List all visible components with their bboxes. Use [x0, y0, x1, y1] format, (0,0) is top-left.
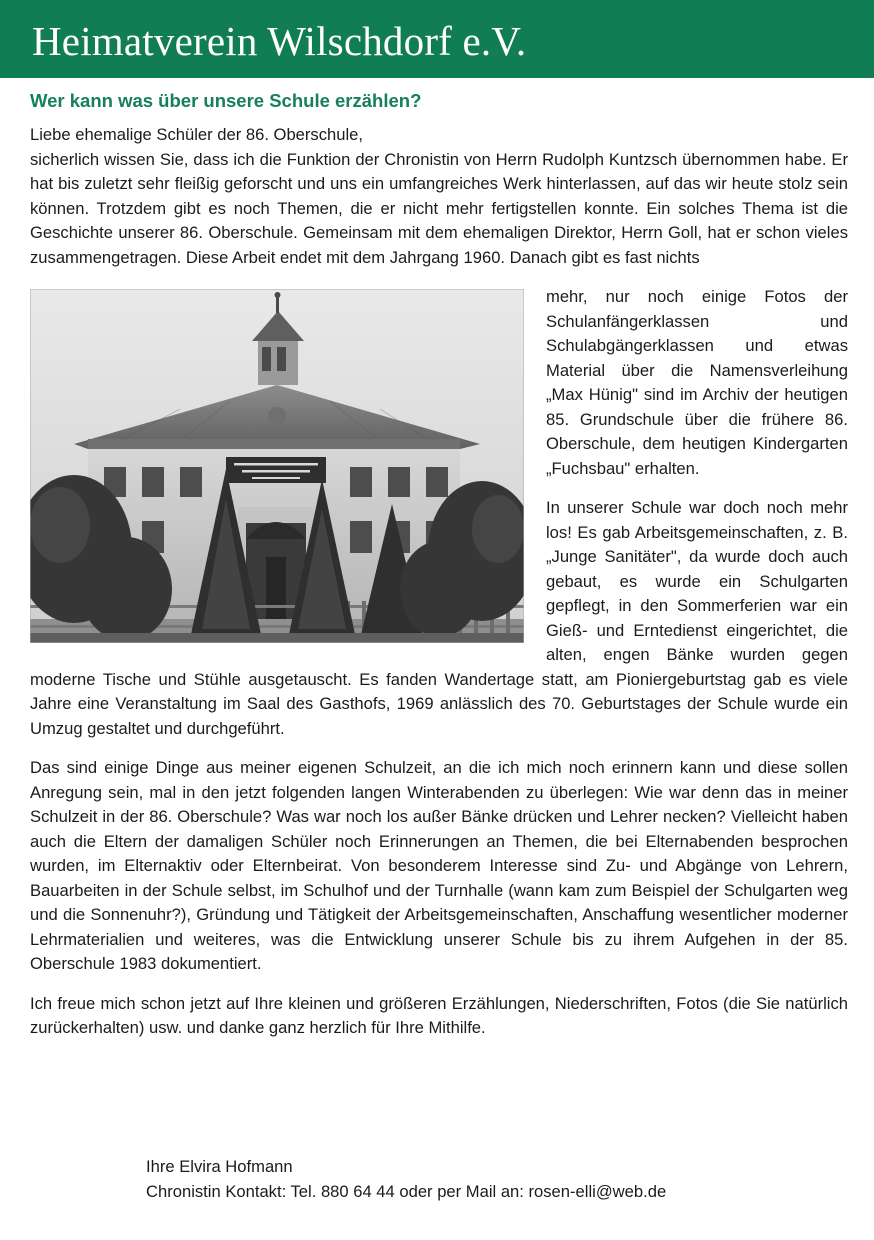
signature-name: Ihre Elvira Hofmann	[146, 1157, 293, 1176]
school-photo	[30, 289, 524, 643]
paragraph-1-text: sicherlich wissen Sie, dass ich die Funktion der Chronistin von Herrn Rudolph Kuntzsch übernommen habe. Er hat bis zuletzt sehr fleißig geforscht und uns ein umfangreiches Werk hinterlassen, auf das wir heute stolz sein können. Trotzdem gibt es noch Themen, die er nicht mehr fertigstellen konnte. Ein solches Thema ist die Geschichte unserer 86. Oberschule. Gemeinsam mit dem ehemaligen Direktor, Herrn Goll, hat er schon vieles zusammengetragen. Diese Arbeit endet mit dem Jahrgang 1960. Danach gibt es fast nichts	[30, 149, 848, 267]
signature-contact: Chronistin Kontakt: Tel. 880 64 44 oder per Mail an: rosen-elli@web.de	[146, 1181, 667, 1201]
paragraph-5: Ich freue mich schon jetzt auf Ihre kleinen und größeren Erzählungen, Niederschriften, Fotos (die Sie natürlich zurückerhalten) usw. und danke ganz herzlich für Ihre Mithilfe.	[30, 993, 848, 1037]
signature-block	[146, 1155, 846, 1204]
paragraph-4: Das sind einige Dinge aus meiner eigenen Schulzeit, an die ich mich noch erinnern kann und diese sollen Anregung sein, mal in den jetzt folgenden langen Winterabenden zu überlegen: Wie war denn das in meiner Schulzeit in der 86. Oberschule? Was war noch los außer Bänke drücken und Lehrer necken? Vielleicht haben auch die Eltern der damaligen Schüler noch Erinnerungen an Themen, die bei Elternabenden besprochen wurden, im Elternaktiv oder Elternbeirat. Von besonderem Interesse sind Zu- und Abgänge von Lehrern, Bauarbeiten in der Schule selbst, im Schulhof und der Turnhalle (wann kam zum Beispiel der Schulgarten weg und die Sonnenuhr?), Gründung und Tätigkeit der Arbeitsgemeinschaften, Anschaffung wesentlicher moderner Lehrmaterialien und weiteres, was die Entwicklung unserer Schule bis zu ihrem Aufgehen in der 85. Oberschule 1983 dokumentiert.	[30, 758, 848, 973]
paragraph-3: In unserer Schule war doch noch mehr los! Es gab Arbeitsgemeinschaften, z. B. „Junge Sanitäter", da wurde doch auch gebaut, es wurde ein Schulgarten gepflegt, in den Sommerferien war ein Gieß- und Erntedienst eingerichtet, die alten, engen Bänke wurden gegen moderne Tische und Stühle ausgetauscht. Es fanden Wandertage statt, am Pioniergeburtstag gab es viele Jahre eine Veranstaltung im Saal des Gasthofs, 1969 anlässlich des 70. Geburtstages der Schule wurde ein Umzug gestaltet und durchgeführt.	[30, 498, 848, 738]
school-photo-image	[30, 289, 524, 643]
paragraph-2: mehr, nur noch einige Fotos der Schulanfängerklassen und Schulabgängerklassen und etwas Material über die Namensverleihung „Max Hünig" sind im Archiv der heutigen 85. Grundschule über die frühere 86. Oberschule, dem heutigen Kindergarten „Fuchsbau" erhalten.	[546, 287, 848, 478]
header-banner	[0, 0, 874, 78]
paragraph-intro	[30, 123, 848, 270]
article-body	[30, 123, 848, 1056]
article-headline: Wer kann was über unsere Schule erzählen?	[30, 90, 422, 111]
photo-text-block	[30, 285, 848, 756]
salutation-line: Liebe ehemalige Schüler der 86. Oberschule,	[30, 125, 364, 144]
page-title: Heimatverein Wilschdorf e.V.	[32, 18, 527, 64]
